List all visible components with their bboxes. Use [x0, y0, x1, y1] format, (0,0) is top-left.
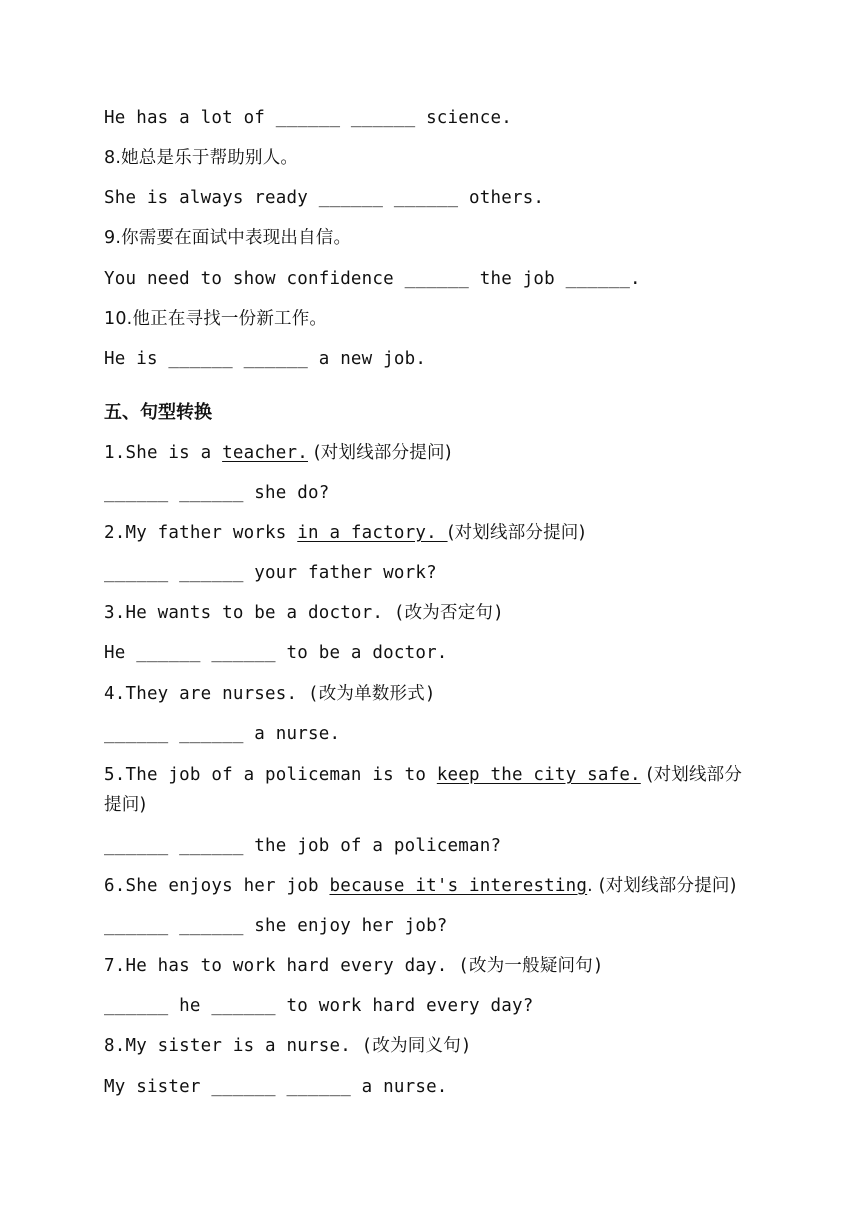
question-line: 8.My sister is a nurse. (改为同义句)	[104, 1036, 472, 1056]
question-line	[104, 441, 764, 465]
question-line: 7.He has to work hard every day. (改为一般疑问句)	[104, 956, 604, 976]
question-instruction: (对划线部分提问)	[308, 443, 452, 463]
question-text: 2.My father works	[104, 523, 298, 543]
question-text: 6.She enjoys her job	[104, 876, 330, 896]
answer-line: My sister ______ ______ a nurse.	[104, 1077, 448, 1097]
underlined-part: because it's interesting	[329, 876, 588, 896]
question-text: 5.The job of a policeman is to	[104, 765, 437, 785]
question-line	[104, 874, 764, 898]
question-text: 1.She is a	[104, 443, 223, 463]
answer-line: ______ ______ she do?	[104, 483, 330, 503]
exercise-prompt-chinese: 9.你需要在面试中表现出自信。	[104, 228, 352, 248]
answer-line: ______ ______ the job of a policeman?	[104, 836, 502, 856]
exercise-line: She is always ready ______ ______ others.	[104, 188, 545, 208]
question-instruction: (对划线部分提问)	[447, 523, 586, 543]
question-line	[104, 760, 754, 820]
exercise-line: You need to show confidence ______ the job ______.	[104, 269, 641, 289]
question-line: 3.He wants to be a doctor. (改为否定句)	[104, 603, 504, 623]
question-line	[104, 521, 764, 545]
answer-line: ______ ______ a nurse.	[104, 724, 341, 744]
question-line: 4.They are nurses. (改为单数形式)	[104, 684, 436, 704]
section-heading: 五、句型转换	[104, 402, 212, 423]
exercise-prompt-chinese: 10.他正在寻找一份新工作。	[104, 309, 328, 329]
question-instruction: . (对划线部分提问)	[587, 876, 737, 896]
answer-line: ______ ______ she enjoy her job?	[104, 916, 448, 936]
underlined-part: in a factory.	[297, 523, 448, 543]
exercise-line: He is ______ ______ a new job.	[104, 349, 427, 369]
answer-line: ______ ______ your father work?	[104, 563, 437, 583]
exercise-prompt-chinese: 8.她总是乐于帮助别人。	[104, 148, 299, 168]
underlined-part: teacher.	[222, 443, 308, 463]
underlined-part: keep the city safe.	[436, 765, 641, 785]
exercise-line: He has a lot of ______ ______ science.	[104, 108, 512, 128]
question-instruction: (对划线部分提问)	[104, 765, 743, 815]
answer-line: He ______ ______ to be a doctor.	[104, 643, 448, 663]
answer-line: ______ he ______ to work hard every day?	[104, 996, 534, 1016]
